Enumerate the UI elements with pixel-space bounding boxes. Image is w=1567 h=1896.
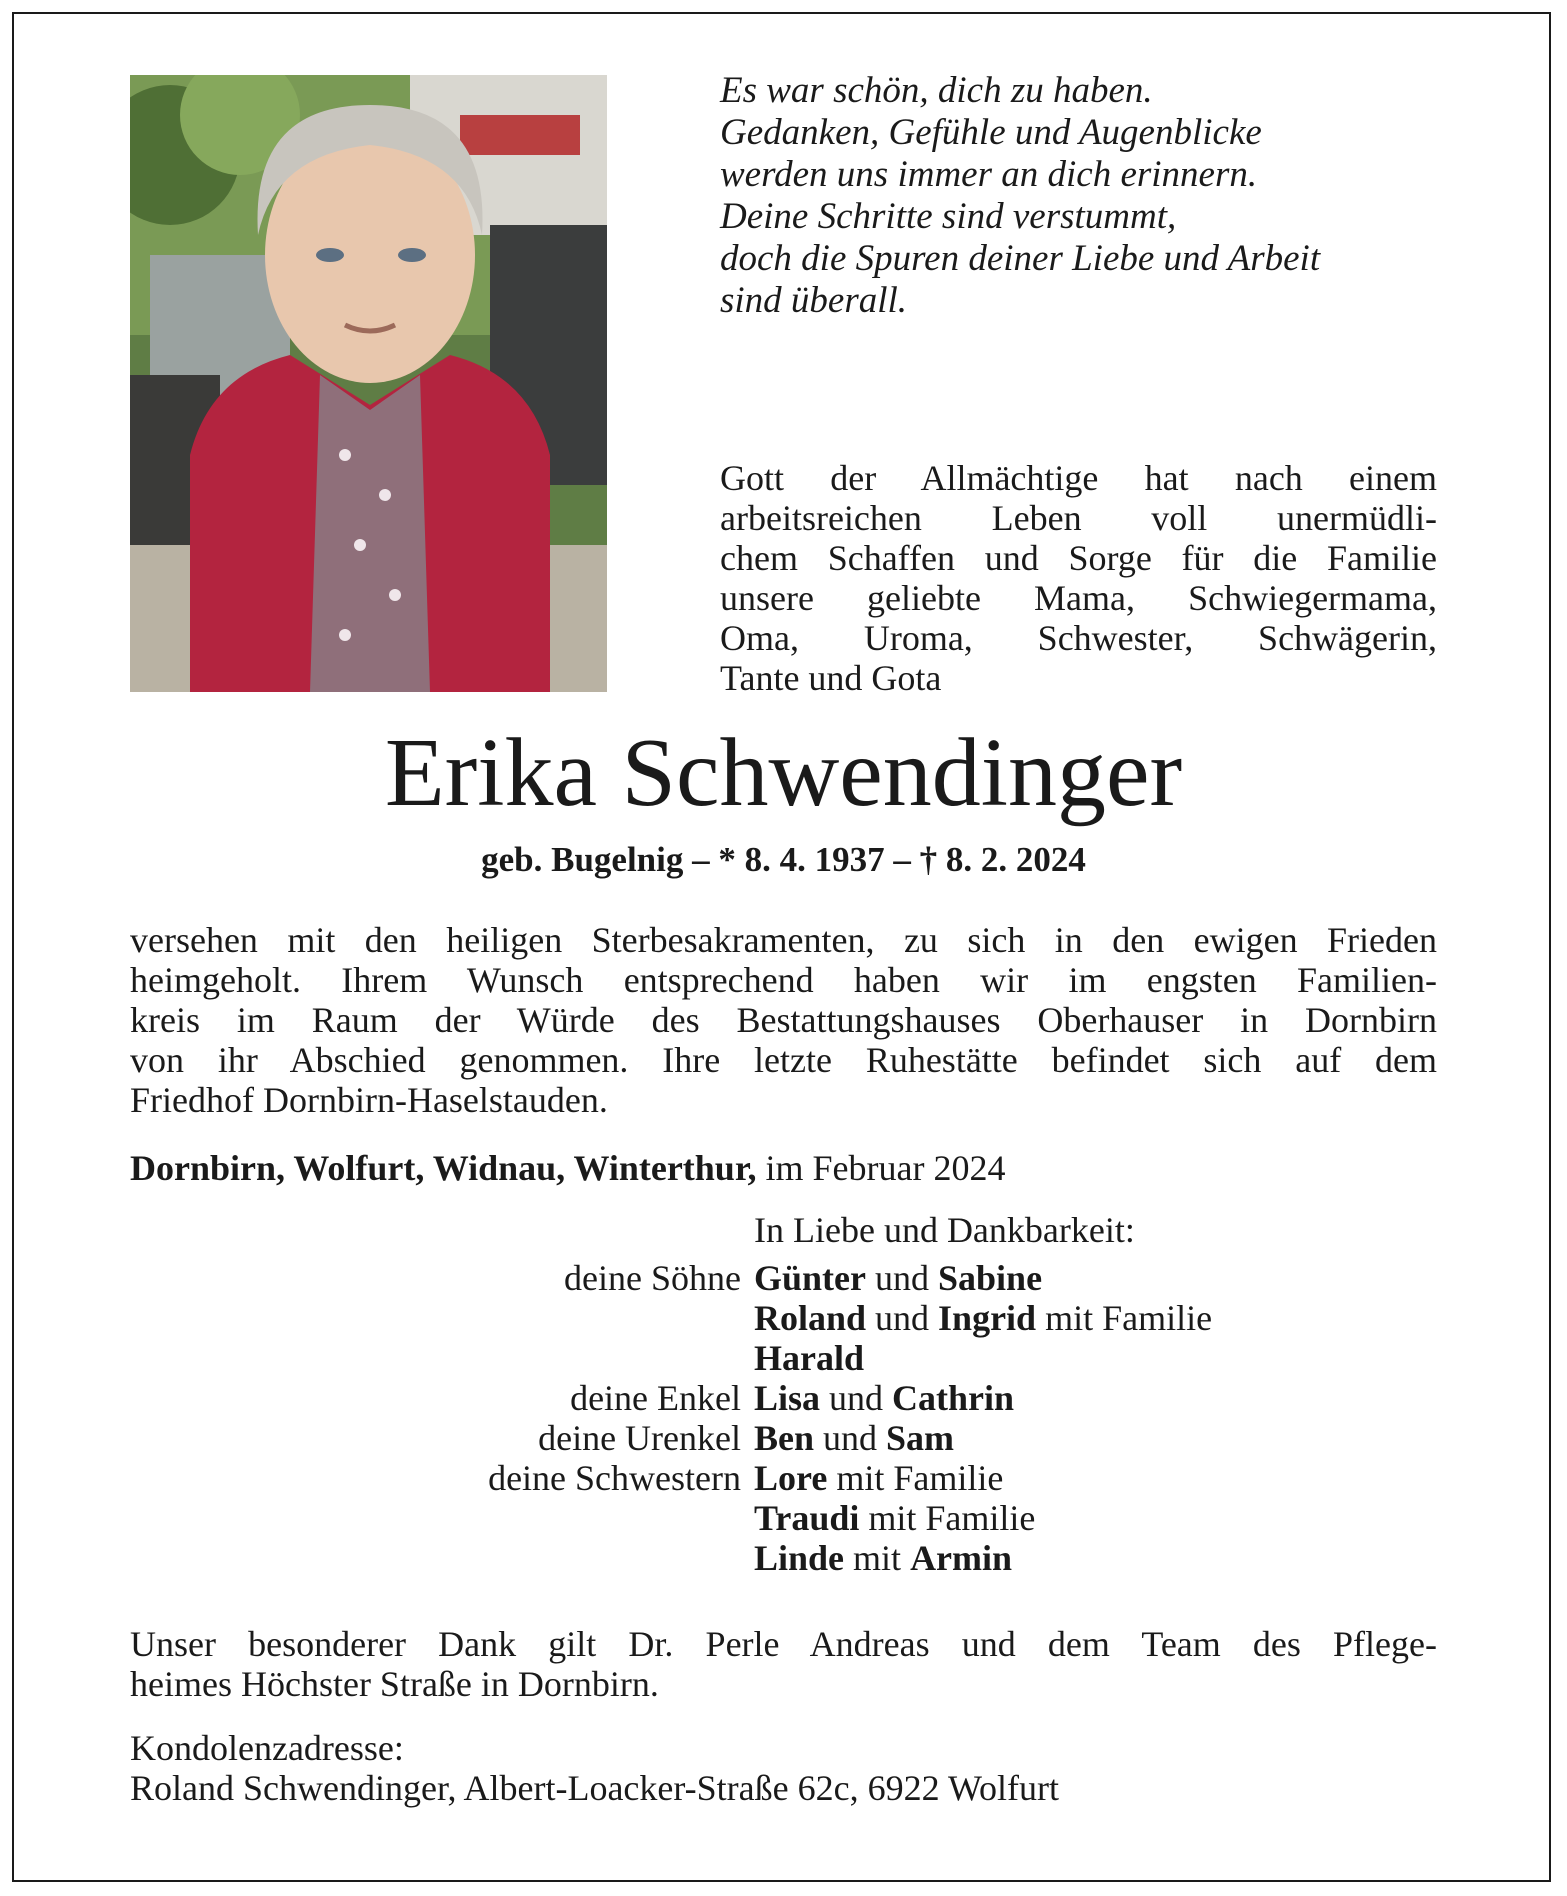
family-separator: und xyxy=(866,1258,938,1298)
poem-line: Es war schön, dich zu haben. xyxy=(720,70,1153,111)
family-separator: mit xyxy=(844,1538,911,1578)
body-paragraph xyxy=(130,920,1437,1120)
intro-paragraph xyxy=(720,458,1437,698)
birth-death-dates: geb. Bugelnig – * 8. 4. 1937 – † 8. 2. 2024 xyxy=(481,840,1086,879)
body-line: heimgeholt. Ihrem Wunsch entsprechend haben wir im engsten Familien- xyxy=(130,960,1437,1000)
family-name-primary: Lisa xyxy=(754,1378,821,1418)
body-line: versehen mit den heiligen Sterbesakramenten, zu sich in den ewigen Frieden xyxy=(130,920,1437,960)
family-names xyxy=(754,1298,1212,1338)
portrait-photo xyxy=(130,75,607,692)
intro-line: Tante und Gota xyxy=(720,658,942,698)
body-line: kreis im Raum der Würde des Bestattungshauses Oberhauser in Dornbirn xyxy=(130,1000,1437,1040)
condolence-label: Kondolenzadresse: xyxy=(130,1728,404,1768)
family-name-secondary: Sam xyxy=(886,1418,955,1458)
thanks-line: Unser besonderer Dank gilt Dr. Perle Andreas und dem Team des Pflege- xyxy=(130,1624,1437,1664)
family-names xyxy=(754,1258,1042,1298)
poem-line: werden uns immer an dich erinnern. xyxy=(720,154,1258,195)
family-names xyxy=(754,1418,954,1458)
poem-line: sind überall. xyxy=(720,280,908,321)
deceased-name: Erika Schwendinger xyxy=(384,719,1183,827)
family-names xyxy=(754,1458,1003,1498)
body-line: Friedhof Dornbirn-Haselstauden. xyxy=(130,1080,608,1120)
family-name-primary: Roland xyxy=(754,1298,867,1338)
intro-line: Gott der Allmächtige hat nach einem xyxy=(720,458,1437,498)
condolence-address: Roland Schwendinger, Albert-Loacker-Straße 62c, 6922 Wolfurt xyxy=(130,1768,1060,1808)
family-row xyxy=(0,1458,1567,1498)
poem-line: Gedanken, Gefühle und Augenblicke xyxy=(720,112,1262,153)
family-name-primary: Harald xyxy=(754,1338,865,1378)
thanks-paragraph xyxy=(130,1624,1437,1704)
poem-line: doch die Spuren deiner Liebe und Arbeit xyxy=(720,238,1321,279)
family-name-primary: Linde xyxy=(754,1538,845,1578)
place-and-date xyxy=(130,1146,1437,1190)
family-row xyxy=(0,1258,1567,1298)
family-relation: deine Enkel xyxy=(570,1378,741,1418)
thanks-line: heimes Höchster Straße in Dornbirn. xyxy=(130,1664,659,1704)
poem-line: Deine Schritte sind verstummt, xyxy=(720,196,1177,237)
family-separator: und xyxy=(820,1378,893,1418)
family-intro: In Liebe und Dankbarkeit: xyxy=(754,1210,1135,1250)
family-names xyxy=(754,1498,1035,1538)
family-name-primary: Günter xyxy=(754,1258,866,1298)
intro-line: arbeitsreichen Leben voll unermüdli- xyxy=(720,498,1437,538)
family-name-primary: Ben xyxy=(754,1418,815,1458)
family-row xyxy=(0,1378,1567,1418)
family-relation: deine Urenkel xyxy=(538,1418,741,1458)
portrait-photo-icon xyxy=(130,75,607,692)
condolence-block xyxy=(130,1728,1437,1808)
family-name-primary: Lore xyxy=(754,1458,828,1498)
family-row xyxy=(0,1538,1567,1578)
family-name-secondary: Sabine xyxy=(938,1258,1043,1298)
family-names xyxy=(754,1338,864,1378)
family-name-primary: Traudi xyxy=(754,1498,860,1538)
family-separator: und xyxy=(866,1298,939,1338)
family-relation: deine Schwestern xyxy=(488,1458,741,1498)
family-relation: deine Söhne xyxy=(564,1258,741,1298)
place-date: im Februar 2024 xyxy=(756,1148,1006,1188)
intro-line: Oma, Uroma, Schwester, Schwägerin, xyxy=(720,618,1437,658)
family-suffix: mit Familie xyxy=(827,1458,1004,1498)
family-name-secondary: Ingrid xyxy=(938,1298,1037,1338)
family-row xyxy=(0,1498,1567,1538)
family-names xyxy=(754,1378,1014,1418)
place-locations: Dornbirn, Wolfurt, Widnau, Winterthur, xyxy=(130,1148,757,1188)
family-row xyxy=(0,1418,1567,1458)
family-separator: und xyxy=(814,1418,887,1458)
intro-line: chem Schaffen und Sorge für die Familie xyxy=(720,538,1437,578)
family-row xyxy=(0,1298,1567,1338)
body-line: von ihr Abschied genommen. Ihre letzte Ruhestätte befindet sich auf dem xyxy=(130,1040,1437,1080)
family-name-secondary: Cathrin xyxy=(892,1378,1015,1418)
family-name-secondary: Armin xyxy=(910,1538,1013,1578)
memorial-poem xyxy=(720,70,1460,322)
family-list xyxy=(0,1258,1567,1578)
family-suffix: mit Familie xyxy=(1036,1298,1213,1338)
family-names xyxy=(754,1538,1012,1578)
family-row xyxy=(0,1338,1567,1378)
family-suffix: mit Familie xyxy=(859,1498,1036,1538)
intro-line: unsere geliebte Mama, Schwiegermama, xyxy=(720,578,1437,618)
